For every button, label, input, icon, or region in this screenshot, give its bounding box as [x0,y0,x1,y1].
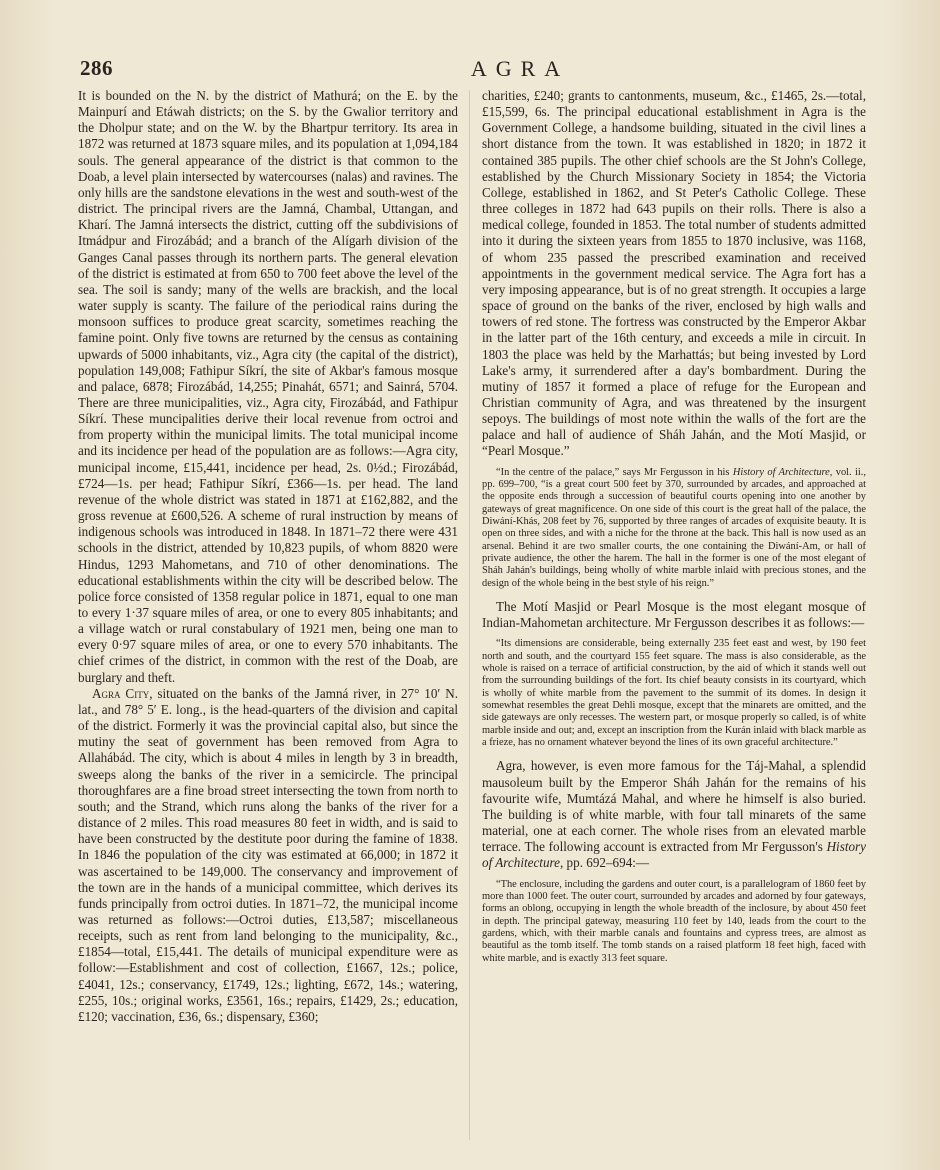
agra-city-paragraph [78,686,458,1025]
palace-quote-book-title: History of Architecture [732,466,830,478]
palace-quote [482,467,866,590]
education-fort-paragraph: charities, £240; grants to cantonments, museum, &c., £1465, 2s.—total, £15,599, 6s. The principal educational establishment in Agra is the Government College, a handsome building, situated in the civil lines a short distance from the town. It was established in 1820; in 1872 it contained 385 pupils. The other chief schools are the St John's College, established by the Church Missionary Society in 1854; the Victoria College, established in 1862, and St Peter's Catholic College. These three colleges in 1872 had 643 pupils on their rolls. There is also a medical college, founded in 1853. The total number of students admitted into it during the sixteen years from 1855 to 1870 inclusive, was 1168, of whom 235 passed the prescribed examination and received appointments in the government medical service. The Agra fort has a very imposing appearance, but is of no great strength. It occupies a large space of ground on the banks of the river, enclosed by high walls and towers of red stone. The fortress was constructed by the Emperor Akbar in the latter part of the 16th century, and exceeds a mile in circuit. In 1803 the place was held by the Marhattás; but being invested by Lord Lake's army, it surrendered after a day's bombardment. During the mutiny of 1857 it formed a place of refuge for the European and Christian community of Agra, and was threatened by the insurgent sepoys. The buildings of most note within the walls of the fort are the palace and hall of audience of Sháh Jahán, and the Motí Masjid, or “Pearl Mosque.” [482,88,866,459]
running-title: AGRA [470,56,570,81]
agra-city-heading: Agra City, [92,685,153,701]
column-gutter [469,90,470,1140]
palace-quote-body: , vol. ii., pp. 699–700, “is a great court 500 feet by 370, surrounded by arcades, and approached at the opposite ends through a succession of beautiful courts opening into one another by gateways of great magnificence. On one side of this court is the great hall of the palace, the Diwání-Khás, 208 feet by 76, supported by three ranges of arcades of exquisite beauty. It is open on three sides, and with a niche for the throne at the back. This hall is now used as an arsenal. Behind it are two smaller courts, the one containing the Diwání-Am, or hall of private audience, the other the harem. The hall in the former is one of the most elegant of Sháh Jahán's buildings, being wholly of white marble inlaid with precious stones, and the design of the whole being in the best style of his reign.” [482,466,866,589]
palace-quote-lead: “In the centre of the palace,” says Mr Fergusson in his [496,466,733,478]
moti-masjid-paragraph: The Motí Masjid or Pearl Mosque is the most elegant mosque of Indian-Mahometan architecture. Mr Fergusson describes it as follows:— [482,599,866,631]
moti-masjid-quote: “Its dimensions are considerable, being externally 235 feet east and west, by 190 feet north and south, and the courtyard 155 feet square. The mass is also considerable, as the whole is raised on a terrace of artificial construction, by the aid of which it stands well out from the surrounding buildings of the fort. Its chief beauty consists in its courtyard, which is wholly of white marble from the pavement to the summit of its domes. In design it somewhat resembles the great Dehli mosque, except that the minarets are omitted, and the side gateways are only recesses. The western part, or mosque properly so called, is of white marble inside and out; and, except an inscription from the Kurán inlaid with black marble as a frieze, has no ornament whatever beyond the lines of its own graceful architecture.” [482,638,866,749]
right-column [482,88,866,974]
taj-mahal-pages: , pp. 692–694:— [559,855,650,871]
agra-city-text: situated on the banks of the Jamná river, in 27° 10′ N. lat., and 78° 5′ E. long., is the head-quarters of the division and capital of the district. Formerly it was the provincial capital also, but since the mutiny the seat of government has been removed from Agra to Allahábád. The city, which is about 4 miles in length by 3 in breadth, sweeps along the banks of the river in a semicircle. The principal thoroughfares are a fine broad street intersecting the town from north to south; and the Strand, which runs along the banks of the river for a distance of 2 miles. This road measures 80 feet in width, and is said to have been constructed by the destitute poor during the famine of 1838. In 1846 the population of the city was estimated at 66,000; in 1872 it was ascertained to be 149,000. The conservancy and improvement of the town are in the hands of a municipal committee, which derives its funds principally from octroi duties. In 1871–72, the municipal income was returned as follows:—Octroi duties, £13,587; miscellaneous receipts, such as rent from land belonging to the municipality, &c., £1854—total, £15,441. The details of municipal expenditure were as follow:—Establishment and cost of collection, £1667, 12s.; police, £4041, 12s.; conservancy, £1749, 12s.; lighting, £672, 14s.; watering, £255, 10s.; original works, £3561, 16s.; repairs, £1429, 2s.; education, £120; vaccination, £36, 6s.; dispensary, £360; [78,685,459,1024]
taj-mahal-book-title: History of Architecture [482,839,866,871]
taj-mahal-paragraph [482,758,866,871]
district-paragraph: It is bounded on the N. by the district of Mathurá; on the E. by the Mainpurí and Etáwah districts; on the S. by the Gwalior territory and the Dholpur state; and on the W. by the Bhartpur territory. Its area in 1872 was returned at 1873 square miles, and its population at 1,094,184 souls. The general appearance of the district is that common to the Doab, a level plain intersected by watercourses (nalas) and ravines. The only hills are the sandstone elevations in the west and south-west of the district. The principal rivers are the Jamná, Chambal, Uttangan, and Kharí. The Jamná intersects the district, cutting off the subdivisions of Itmádpur and Firozábád; and a branch of the Alígarh division of the Ganges Canal passes through its northern parts. The general elevation of the district is estimated at from 650 to 700 feet above the level of the sea. The soil is sandy; many of the wells are brackish, and the local water supply is scanty. The failure of the periodical rains during the monsoon suffices to produce great scarcity, sometimes reaching the famine point. Only five towns are returned by the census as containing upwards of 5000 inhabitants, viz., Agra city (the capital of the district), population 149,008; Fathipur Síkrí, the site of Akbar's famous mosque and palace, 6878; Firozábád, 14,255; Pinahát, 6571; and Sainrá, 5704. There are three municipalities, viz., Agra city, Firozábád, and Fathipur Síkrí. These muncipalities derive their local revenue from octroi and from property within the municipal limits. The total municipal income and its incidence per head of the population are as follows:—Agra city, municipal income, £15,441, incidence per head, 2s. 0½d.; Firozábád, £724—1s. per head; Fathipur Síkrí, £366—1s. per head. The land revenue of the whole district was stated in 1871 at £162,882, and the gross revenue at £600,526. A scheme of rural instruction by means of indigenous schools was introduced in 1848. In 1871–72 there were 431 schools in the district, attended by 10,823 pupils, of whom 8820 were Hindus, 1293 Mahometans, and 710 of other denominations. The educational establishments within the city will be described below. The police force consisted of 1358 regular police in 1871, equal to one man to every 1·37 square miles of area, or one to every 805 inhabitants; and a village watch or rural constabulary of 1921 men, being one man to every 0·97 square miles of area, or one to every 570 inhabitants. The chief crimes of the district, in common with the rest of the Doab, are burglary and theft. [78,88,458,685]
taj-mahal-text: Agra, however, is even more famous for the Táj-Mahal, a splendid mausoleum built by the Emperor Sháh Jahán for the remains of his favourite wife, Mumtázá Mahal, and where he himself is also buried. The building is of white marble, with four tall minarets of the same material, one at each corner. The whole rises from an elevated marble terrace. The following account is extracted from Mr Fergusson's [482,758,866,855]
taj-enclosure-quote: “The enclosure, including the gardens and outer court, is a parallelogram of 1860 feet by more than 1000 feet. The outer court, surrounded by arcades and adorned by four gateways, forms an oblong, occupying in length the whole breadth of the inclosure, by about 450 feet in depth. The principal gateway, measuring 110 feet by 140, leads from the court to the gardens, which, with their marble canals and fountains and cypress trees, are almost as beautiful as the tomb itself. The tomb stands on a raised platform 18 feet high, faced with white marble, and is exactly 313 feet square. [482,878,866,964]
page-number: 286 [80,56,113,80]
left-column [78,88,458,1025]
page-header [80,56,900,82]
